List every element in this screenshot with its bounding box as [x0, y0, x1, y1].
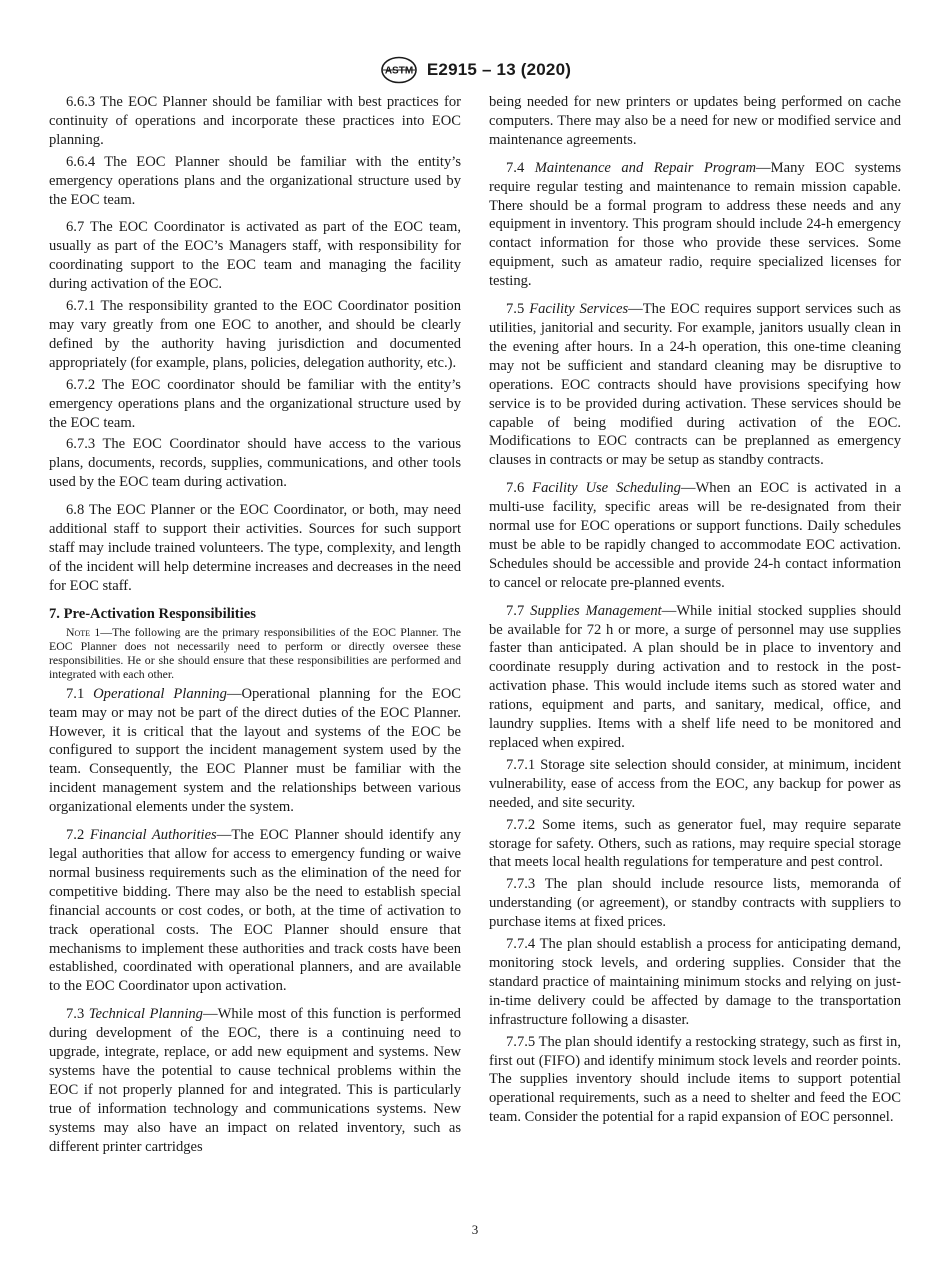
paragraph-title: Facility Services	[529, 301, 629, 318]
paragraph-6-7-3: 6.7.3 The EOC Coordinator should have access to the various plans, documents, records, supplies, communications, and other tools used by the EOC team during activation.	[49, 436, 461, 491]
paragraph-body: —Operational planning for the EOC team may or may not be part of the direct duties of the EOC Planner. However, it is critical that the layout and systems of the EOC be configured to support the incident management system used by the team. Consequently, the EOC Planner must be familiar with the incident management system and the relationships between various organizational elements under the system.	[49, 685, 461, 816]
paragraph-number: 7.2	[66, 827, 85, 844]
paragraph-7-2	[49, 826, 461, 996]
page-header	[0, 56, 950, 84]
paragraph-body: —While most of this function is performed during development of the EOC, there is a continuing need to upgrade, integrate, replace, or add new equipment and systems. New systems have the potential to cause technical problems within the EOC if not properly planned for and integrated. This is particularly true of information technology and communications systems. New systems may also have an impact on related inventory, such as different printer cartridges	[49, 1006, 461, 1155]
paragraph-7-5	[489, 300, 901, 470]
paragraph-7-4	[489, 159, 901, 291]
paragraph-body: —The EOC requires support services such as utilities, janitorial and security. For example, janitors usually clean in the evening after hours. In a 24-h operation, this one-time cleaning may not be sufficient and standard cleaning may be disruptive to operations. EOC contracts should have provisions specifying how service is to be provided during activation. These services should be capable of being modified during activation of the EOC. Modifications to EOC contracts can be preplanned as emergency clauses in contracts or may be setup as standby contracts.	[489, 301, 901, 469]
paragraph-6-6-4: 6.6.4 The EOC Planner should be familiar with the entity’s emergency operations plans and the organizational structure used by the EOC team.	[49, 153, 461, 208]
paragraph-number: 7.5	[506, 301, 525, 318]
paragraph-number: 7.1	[66, 685, 85, 702]
right-column	[489, 93, 901, 1127]
left-column	[49, 93, 461, 1157]
note-label: Note 1	[66, 624, 101, 639]
paragraph-6-7-2: 6.7.2 The EOC coordinator should be familiar with the entity’s emergency operations plans and the organizational structure used by the EOC team.	[49, 376, 461, 431]
paragraph-body: —While initial stocked supplies should be available for 72 h or more, a surge of personnel may use supplies faster than anticipated. A plan should be in place to inventory and coordinate resupply during activation and to restock in the post-activation phase. This would include items such as stored water and rations, equipment and parts, and sanitary, medical, office, and laundry supplies. Items with a shelf life need to be monitored and replaced when expired.	[489, 602, 902, 751]
paragraph-7-1	[49, 685, 461, 817]
svg-text:ASTM: ASTM	[384, 65, 414, 77]
paragraph-7-3	[49, 1005, 461, 1156]
document-designation: E2915 – 13 (2020)	[426, 60, 572, 79]
paragraph-6-7: 6.7 The EOC Coordinator is activated as part of the EOC team, usually as part of the EOC’s Managers staff, with responsibility for coordinating support to the EOC team and managing the facility during activation of the EOC.	[49, 219, 461, 293]
paragraph-body: —When an EOC is activated in a multi-use facility, specific areas will be re-designated from their normal use for EOC operations or support functions. Daily schedules must be able to be rapidly changed to accommodate EOC activation. Schedules should be accessible and provide 24-h contact information to cancel or relocate pre-planned events.	[489, 480, 901, 591]
paragraph-7-7-1: 7.7.1 Storage site selection should consider, at minimum, incident vulnerability, ease of access from the EOC, any backup for power as needed, and site security.	[489, 756, 901, 811]
paragraph-6-8: 6.8 The EOC Planner or the EOC Coordinator, or both, may need additional staff to support their activities. Sources for such support staff may include trained volunteers. The type, complexity, and length of the incident will help determine increases and decreases in the need for EOC staff.	[49, 502, 461, 594]
note-1	[49, 625, 461, 682]
paragraph-title: Supplies Management	[530, 602, 662, 619]
paragraph-6-6-3: 6.6.3 The EOC Planner should be familiar with best practices for continuity of operations and incorporate these practices into EOC planning.	[49, 94, 461, 148]
paragraph-7-7-4: 7.7.4 The plan should establish a process for anticipating demand, monitoring stock levels, and ordering supplies. Consider that the standard practice of maintaining minimum stocks and relying on just-in-time delivery could be affected by damage to the transportation infrastructure following a disaster.	[489, 936, 901, 1028]
page-number: 3	[471, 1222, 479, 1237]
paragraph-body: —Many EOC systems require regular testing and maintenance to remain mission capable. There should be a formal program to address these needs and any equipment in inventory. This program should include 24-h emergency contact information for those who provide these services. Some equipment, such as amateur radio, require specialized licenses for testing.	[489, 159, 902, 290]
paragraph-title: Facility Use Scheduling	[532, 480, 681, 497]
paragraph-7-3-continued: being needed for new printers or updates being performed on cache computers. There may also be a need for new or modified service and maintenance agreements.	[489, 94, 901, 148]
paragraph-7-6	[489, 479, 901, 592]
paragraph-7-7	[489, 602, 901, 753]
section-heading: 7. Pre-Activation Responsibilities	[49, 605, 256, 622]
paragraph-7-7-5: 7.7.5 The plan should identify a restocking strategy, such as first in, first out (FIFO) and identify minimum stock levels and reorder points. The supplies inventory should include items to support potential operational requirements, such as a need to shelter and feed the EOC team. Consider the potential for a rapid expansion of EOC personnel.	[489, 1033, 901, 1126]
paragraph-number: 7.7	[506, 602, 525, 619]
paragraph-title: Financial Authorities	[89, 827, 217, 844]
astm-logo-icon	[379, 56, 419, 84]
paragraph-7-7-2: 7.7.2 Some items, such as generator fuel, may require separate storage for safety. Others, such as rations, may require special storage that meets local health regulations for temperature and pest control.	[489, 816, 901, 871]
paragraph-number: 7.6	[506, 480, 525, 497]
paragraph-6-7-1: 6.7.1 The responsibility granted to the EOC Coordinator position may vary greatly from one EOC to another, and should be clearly defined by the authority having jurisdiction and documented appropriately (for example, plans, policies, delegation authority, etc.).	[49, 298, 461, 371]
paragraph-body: —The EOC Planner should identify any legal authorities that allow for access to emergency funding or waive normal business requirements such as the elimination of the need for competitive bidding. There may also be the need to establish special financial accounts or cost codes, or both, at the time of activation to track operational costs. The EOC Planner should ensure that mechanisms to implement these authorities and track costs have been established, coordinated with operational planners, and are available to the EOC Coordinator upon activation.	[49, 827, 461, 995]
paragraph-7-7-3: 7.7.3 The plan should include resource lists, memoranda of understanding (or agreement), or standby contracts with suppliers to purchase items at fixed prices.	[489, 876, 901, 931]
paragraph-title: Operational Planning	[93, 685, 227, 702]
note-text: —The following are the primary responsibilities of the EOC Planner. The EOC Planner does not necessarily need to perform or directly oversee these responsibilities. He or she should ensure that these responsibilities are performed and integrated with each other.	[49, 624, 462, 682]
paragraph-title: Technical Planning	[88, 1006, 203, 1023]
paragraph-number: 7.3	[66, 1006, 85, 1023]
paragraph-number: 7.4	[506, 159, 525, 176]
paragraph-title: Maintenance and Repair Program	[534, 159, 757, 176]
